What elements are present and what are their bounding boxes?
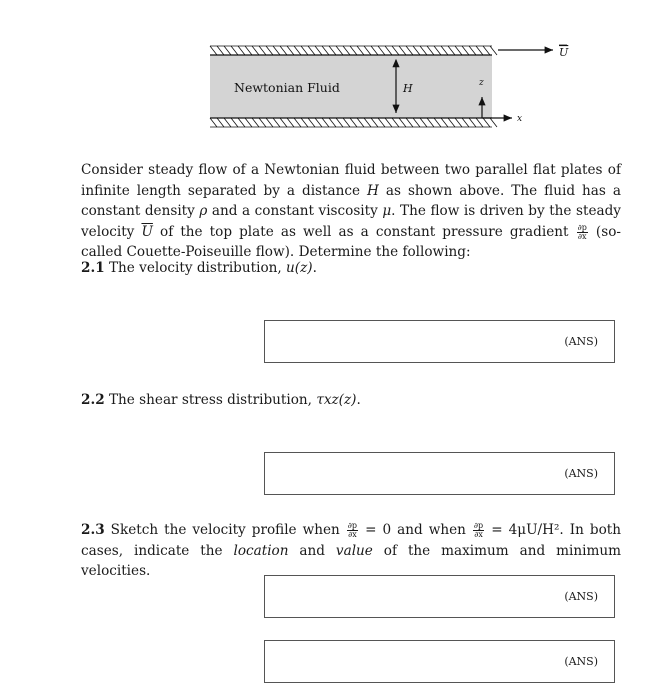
hatch-mark xyxy=(322,46,329,55)
hatch-mark xyxy=(252,118,259,127)
question-2-3: 2.3 Sketch the velocity profile when $\frac{\partial p}{\partial x}$ = 0 and when $\frac{\partial p}{\partial x}$ = 4μU/H². In both cases, indicate the location and value of the maximum and minimum velocities. xyxy=(81,521,621,579)
bottom-plate-hatching xyxy=(210,118,497,127)
hatch-mark xyxy=(378,46,385,55)
hatch-mark xyxy=(490,118,497,127)
pressure-gradient-fraction: $\frac{\partial p}{\partial x}$ xyxy=(577,222,587,241)
hatch-mark xyxy=(462,46,469,55)
question-2-1: 2.1 The velocity distribution, u(z). xyxy=(81,260,317,276)
hatch-mark xyxy=(448,46,455,55)
hatch-mark xyxy=(231,118,238,127)
answer-box-2-3b[interactable] xyxy=(264,640,615,683)
hatch-mark xyxy=(476,46,483,55)
hatch-mark xyxy=(434,46,441,55)
hatch-mark xyxy=(427,46,434,55)
hatch-mark xyxy=(364,46,371,55)
hatch-mark xyxy=(483,118,490,127)
hatch-mark xyxy=(217,46,224,55)
hatch-mark xyxy=(420,118,427,127)
hatch-mark xyxy=(287,118,294,127)
hatch-mark xyxy=(455,46,462,55)
hatch-mark xyxy=(231,46,238,55)
answer-box-2-3a[interactable] xyxy=(264,575,615,618)
hatch-mark xyxy=(434,118,441,127)
hatch-mark xyxy=(441,118,448,127)
hatch-mark xyxy=(490,46,497,55)
hatch-mark xyxy=(371,118,378,127)
x-axis-label: x xyxy=(517,114,523,124)
answer-label: (ANS) xyxy=(564,467,598,480)
hatch-mark xyxy=(364,118,371,127)
hatch-mark xyxy=(406,46,413,55)
hatch-mark xyxy=(357,118,364,127)
height-label: H xyxy=(403,82,413,95)
hatch-mark xyxy=(259,118,266,127)
hatch-mark xyxy=(294,118,301,127)
hatch-mark xyxy=(378,118,385,127)
hatch-mark xyxy=(476,118,483,127)
hatch-mark xyxy=(273,118,280,127)
question-2-2: 2.2 The shear stress distribution, τxz(z). xyxy=(81,392,361,408)
hatch-mark xyxy=(224,118,231,127)
hatch-mark xyxy=(357,46,364,55)
hatch-mark xyxy=(245,46,252,55)
hatch-mark xyxy=(343,118,350,127)
answer-label: (ANS) xyxy=(564,655,598,668)
hatch-mark xyxy=(406,118,413,127)
hatch-mark xyxy=(280,46,287,55)
hatch-mark xyxy=(329,46,336,55)
hatch-mark xyxy=(343,46,350,55)
hatch-mark xyxy=(336,118,343,127)
hatch-mark xyxy=(252,46,259,55)
hatch-mark xyxy=(483,46,490,55)
hatch-mark xyxy=(259,46,266,55)
hatch-mark xyxy=(469,118,476,127)
hatch-mark xyxy=(210,118,217,127)
hatch-mark xyxy=(238,46,245,55)
hatch-mark xyxy=(399,118,406,127)
hatch-mark xyxy=(392,118,399,127)
hatch-mark xyxy=(266,118,273,127)
hatch-mark xyxy=(469,46,476,55)
hatch-mark xyxy=(336,46,343,55)
hatch-mark xyxy=(462,118,469,127)
hatch-mark xyxy=(329,118,336,127)
answer-box-2-2[interactable] xyxy=(264,452,615,495)
hatch-mark xyxy=(441,46,448,55)
hatch-mark xyxy=(413,118,420,127)
hatch-mark xyxy=(280,118,287,127)
hatch-mark xyxy=(217,118,224,127)
top-plate-hatching xyxy=(210,46,497,55)
hatch-mark xyxy=(301,118,308,127)
fluid-label: Newtonian Fluid xyxy=(234,80,340,95)
hatch-mark xyxy=(301,46,308,55)
hatch-mark xyxy=(294,46,301,55)
hatch-mark xyxy=(238,118,245,127)
hatch-mark xyxy=(245,118,252,127)
hatch-mark xyxy=(385,118,392,127)
hatch-mark xyxy=(399,46,406,55)
hatch-mark xyxy=(371,46,378,55)
hatch-mark xyxy=(224,46,231,55)
hatch-mark xyxy=(322,118,329,127)
hatch-mark xyxy=(350,46,357,55)
hatch-mark xyxy=(350,118,357,127)
hatch-mark xyxy=(413,46,420,55)
hatch-mark xyxy=(427,118,434,127)
hatch-mark xyxy=(448,118,455,127)
couette-flow-figure xyxy=(0,0,650,140)
answer-box-2-1[interactable] xyxy=(264,320,615,363)
hatch-mark xyxy=(315,118,322,127)
hatch-mark xyxy=(420,46,427,55)
hatch-mark xyxy=(287,46,294,55)
z-axis-label: z xyxy=(479,78,484,88)
hatch-mark xyxy=(315,46,322,55)
hatch-mark xyxy=(392,46,399,55)
hatch-mark xyxy=(385,46,392,55)
hatch-mark xyxy=(455,118,462,127)
answer-label: (ANS) xyxy=(564,335,598,348)
answer-label: (ANS) xyxy=(564,590,598,603)
hatch-mark xyxy=(210,46,217,55)
hatch-mark xyxy=(308,118,315,127)
hatch-mark xyxy=(273,46,280,55)
problem-statement: Consider steady flow of a Newtonian fluid between two parallel flat plates of infinite length separated by a distance H as shown above. The fluid has a constant density ρ and a constant viscosity μ. The flow is driven by the steady velocity $\overline{U}$ of the top plate as well as a constant pressure gradient $\frac{\partial p}{\partial x}$ (so-called Couette-Poiseuille flow). Determine the following: xyxy=(81,162,621,260)
top-velocity-label: U xyxy=(559,46,569,59)
hatch-mark xyxy=(266,46,273,55)
hatch-mark xyxy=(308,46,315,55)
